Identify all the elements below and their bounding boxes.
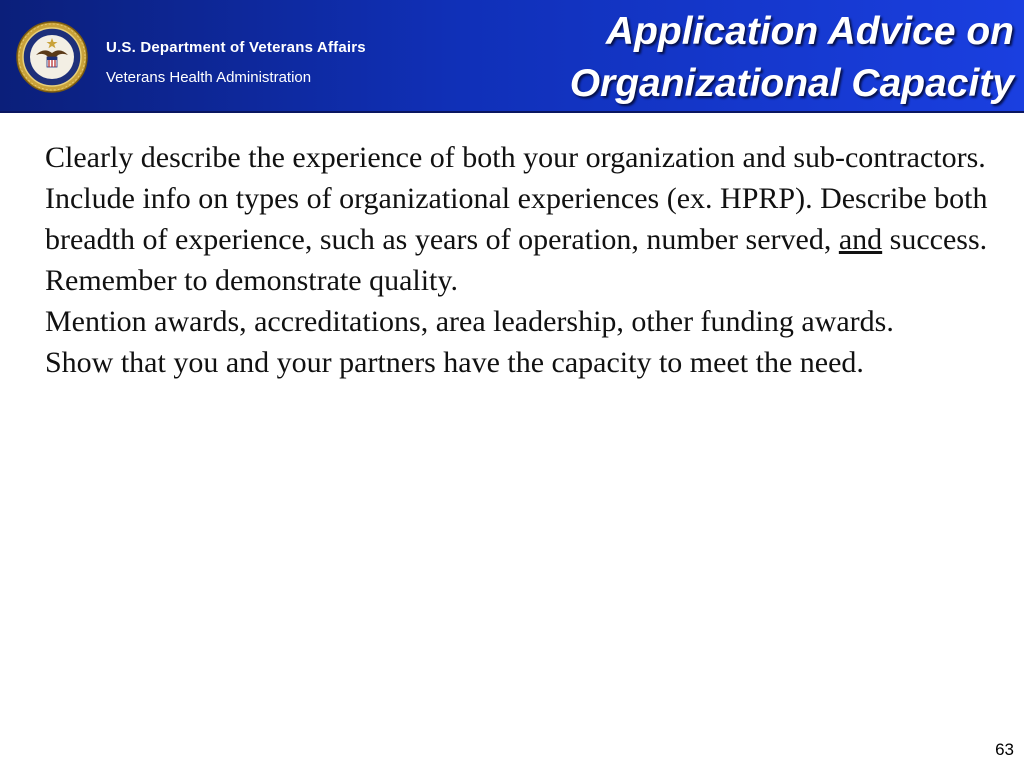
paragraph-experience-part-1: Clearly describe the experience of both your organization and sub-contractors. Include info on types of organizational experiences (ex. HPRP). Describe both breadth of experience, such as years of operation, number served, — [45, 141, 988, 256]
sub-agency-name: Veterans Health Administration — [106, 69, 312, 86]
title-line-1: Application Advice on — [605, 10, 1014, 53]
header-banner — [0, 0, 1024, 113]
slide-body — [45, 137, 995, 383]
title-line-2: Organizational Capacity — [569, 62, 1014, 105]
paragraph-experience-part-2: success. Remember to demonstrate quality. — [45, 223, 988, 297]
agency-name: U.S. Department of Veterans Affairs — [106, 39, 366, 56]
underlined-word: and — [838, 223, 883, 256]
va-seal-icon — [16, 21, 88, 93]
page-title — [454, 6, 1014, 110]
page-number: 63 — [995, 740, 1014, 759]
paragraph-capacity: Show that you and your partners have the capacity to meet the need. — [45, 346, 864, 379]
paragraph-experience — [45, 137, 995, 301]
paragraph-awards: Mention awards, accreditations, area leadership, other funding awards. — [45, 305, 894, 338]
